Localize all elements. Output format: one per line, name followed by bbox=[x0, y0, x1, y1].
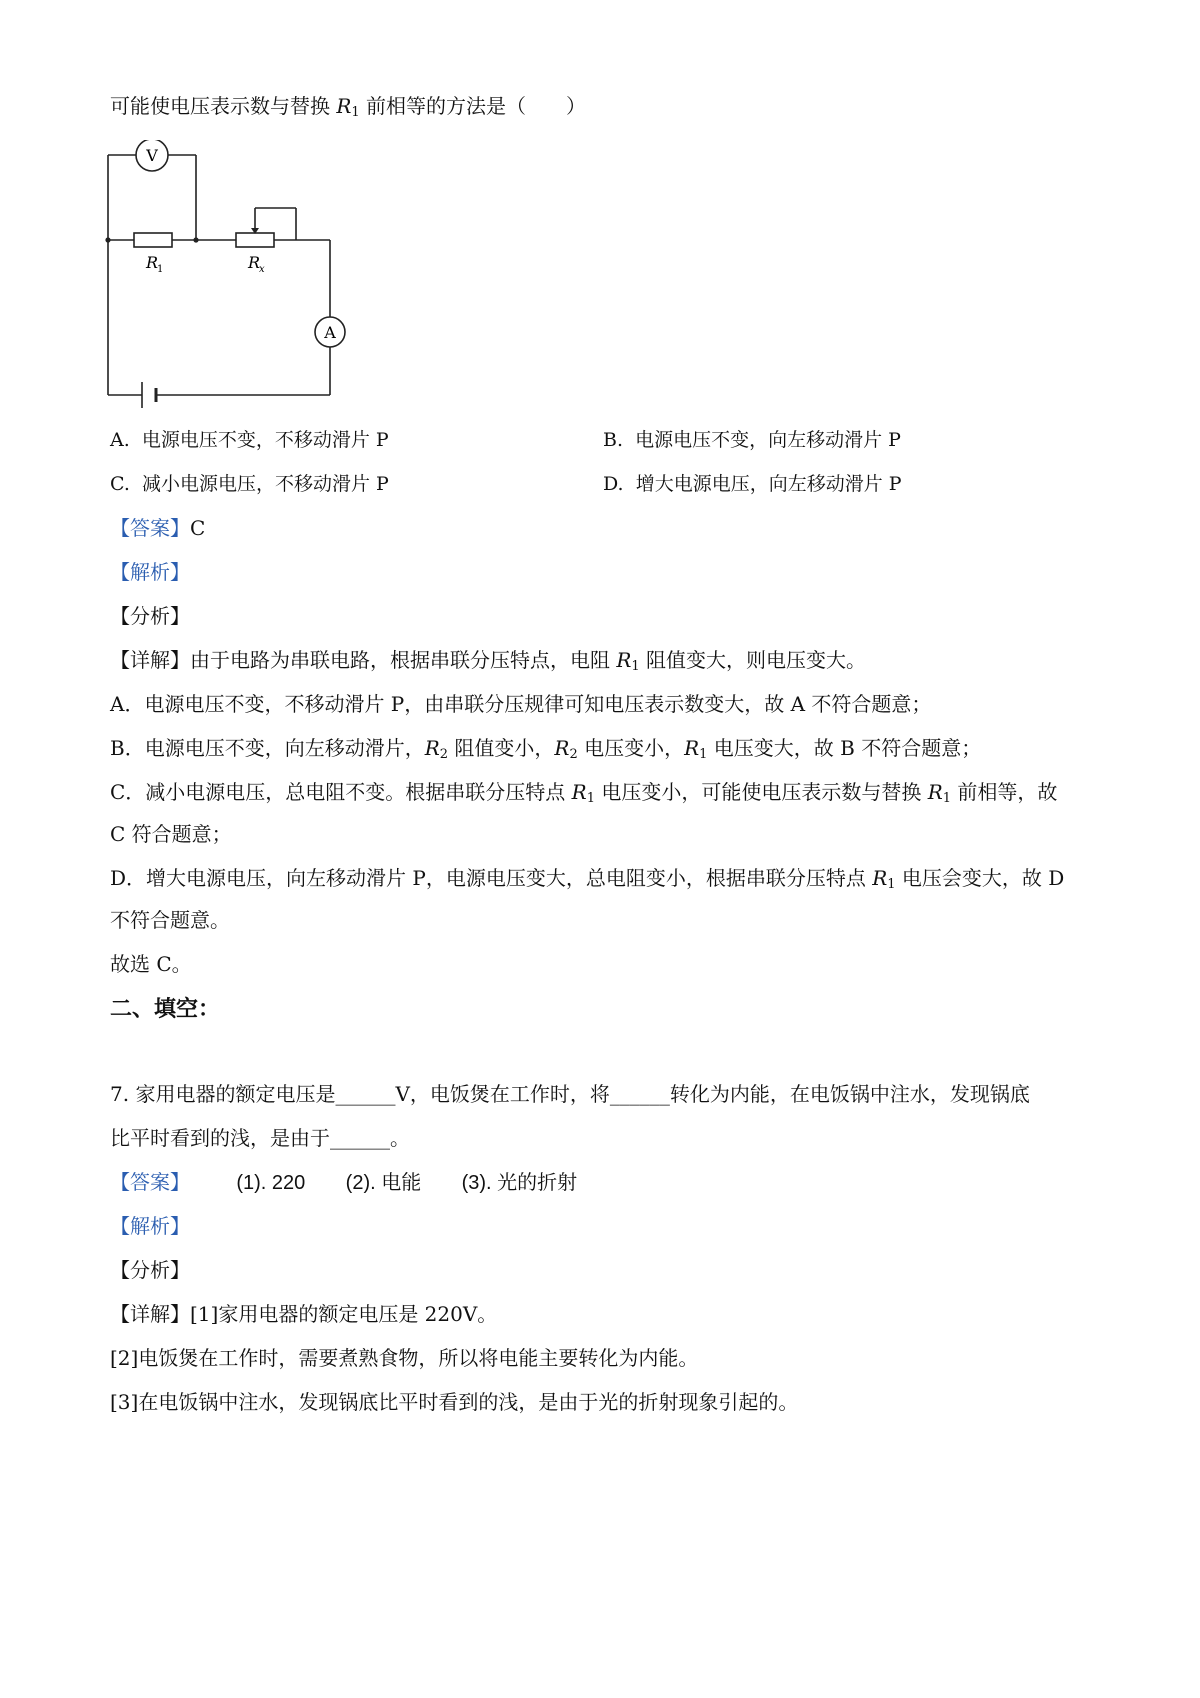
detail-tag: 【详解】 bbox=[110, 648, 190, 672]
rx-sub: x bbox=[259, 264, 265, 275]
q6-analysis-c-cont: C 符合题意； bbox=[110, 822, 232, 846]
analysis-text: 阻值变小， bbox=[448, 736, 555, 760]
answer-3: (3). 光的折射 bbox=[461, 1172, 578, 1194]
q7-detail-1: 【详解】[1]家用电器的额定电压是 220V。 bbox=[110, 1302, 498, 1326]
jiexi-tag: 【解析】 bbox=[110, 560, 190, 584]
option-text: 增大电源电压，向左移动滑片 P bbox=[635, 473, 902, 495]
q7-stem-line2: 比平时看到的浅，是由于______。 bbox=[110, 1126, 410, 1150]
option-letter: C. bbox=[110, 473, 130, 495]
analysis-text: 电压变大，故 B 不符合题意； bbox=[707, 736, 982, 760]
rx-rheostat bbox=[236, 233, 274, 247]
q6-analysis-a: A．电源电压不变，不移动滑片 P，由串联分压规律可知电压表示数变大，故 A 不符合题意； bbox=[110, 692, 932, 716]
circuit-diagram bbox=[100, 140, 380, 420]
var-sub: 1 bbox=[699, 747, 708, 762]
q7-detail-3: [3]在电饭锅中注水，发现锅底比平时看到的浅，是由于光的折射现象引起的。 bbox=[110, 1390, 799, 1414]
option-letter: B. bbox=[603, 429, 624, 451]
var-sub: 1 bbox=[586, 791, 596, 806]
junction-dot bbox=[105, 237, 110, 242]
r1-resistor bbox=[134, 233, 172, 247]
var-r: R bbox=[571, 780, 587, 804]
analysis-text: C．减小电源电压，总电阻不变。根据串联分压特点 bbox=[110, 780, 572, 804]
var-r: R bbox=[424, 736, 440, 760]
option-d bbox=[603, 470, 902, 498]
detail-text: 由于电路为串联电路，根据串联分压特点，电阻 bbox=[190, 648, 617, 672]
stem-var: R bbox=[336, 94, 352, 118]
ammeter bbox=[315, 317, 345, 347]
fenxi-tag: 【分析】 bbox=[110, 1258, 190, 1282]
answer-tag: 【答案】 bbox=[110, 516, 190, 540]
voltmeter bbox=[136, 140, 168, 171]
analysis-text: 电压变小，可能使电压表示数与替换 bbox=[595, 780, 928, 804]
q6-conclusion: 故选 C。 bbox=[110, 952, 192, 976]
r1-label: R bbox=[146, 253, 159, 272]
q6-answer bbox=[110, 514, 205, 542]
q7-detail-2: [2]电饭煲在工作时，需要煮熟食物，所以将电能主要转化为内能。 bbox=[110, 1346, 699, 1370]
var-sub: 1 bbox=[887, 877, 896, 892]
stem-text-end: 前相等的方法是（ ） bbox=[359, 94, 587, 118]
option-b bbox=[603, 426, 901, 454]
detail-text: 阻值变大，则电压变大。 bbox=[639, 648, 867, 672]
ammeter-label: A bbox=[324, 323, 336, 342]
q7-stem-line1: 7. 家用电器的额定电压是______V，电饭煲在工作时，将______转化为内能，在电饭锅中注水，发现锅底 bbox=[110, 1082, 1030, 1106]
voltmeter-label: V bbox=[146, 146, 158, 165]
analysis-text: D．增大电源电压，向左移动滑片 P，电源电压变大，总电阻变小，根据串联分压特点 bbox=[110, 866, 873, 890]
analysis-text: 电压会变大，故 D bbox=[895, 866, 1065, 890]
r1-sub: 1 bbox=[157, 264, 164, 275]
analysis-text: 前相等，故 bbox=[951, 780, 1058, 804]
option-c bbox=[110, 470, 389, 498]
answer-value: C bbox=[190, 516, 206, 540]
var-sub: 2 bbox=[569, 747, 578, 762]
q6-analysis-b bbox=[110, 734, 981, 762]
section-title: 二、填空： bbox=[110, 996, 221, 1022]
q6-analysis-c bbox=[110, 778, 1057, 806]
answer-tag: 【答案】 bbox=[110, 1170, 190, 1194]
option-a bbox=[110, 426, 389, 454]
jiexi-tag: 【解析】 bbox=[110, 1214, 190, 1238]
junction-dot bbox=[193, 237, 198, 242]
var-r: R bbox=[927, 780, 943, 804]
var-r: R bbox=[684, 736, 700, 760]
var-sub: 1 bbox=[631, 659, 640, 674]
var-r: R bbox=[554, 736, 570, 760]
option-letter: A. bbox=[110, 429, 130, 451]
answer-2: (2). 电能 bbox=[345, 1172, 422, 1194]
rx-label: R bbox=[248, 253, 261, 272]
q6-analysis-d bbox=[110, 864, 1064, 892]
q6-detail-1 bbox=[110, 646, 866, 674]
analysis-text: 电压变小， bbox=[577, 736, 685, 760]
answer-1: (1). 220 bbox=[236, 1172, 306, 1194]
option-text: 电源电压不变，向左移动滑片 P bbox=[635, 429, 901, 451]
var-r: R bbox=[616, 648, 632, 672]
stem-sub: 1 bbox=[351, 105, 360, 120]
stem-text: 可能使电压表示数与替换 bbox=[110, 94, 337, 118]
q6-analysis-d-cont: 不符合题意。 bbox=[110, 908, 230, 932]
var-sub: 1 bbox=[942, 791, 952, 806]
var-r: R bbox=[872, 866, 888, 890]
q7-answer bbox=[110, 1168, 577, 1197]
option-text: 电源电压不变，不移动滑片 P bbox=[141, 429, 389, 451]
fenxi-tag: 【分析】 bbox=[110, 604, 190, 628]
q6-stem bbox=[110, 92, 586, 120]
analysis-text: B．电源电压不变，向左移动滑片， bbox=[110, 736, 425, 760]
option-text: 减小电源电压，不移动滑片 P bbox=[142, 473, 389, 495]
option-letter: D. bbox=[603, 473, 624, 495]
var-sub: 2 bbox=[439, 747, 449, 762]
